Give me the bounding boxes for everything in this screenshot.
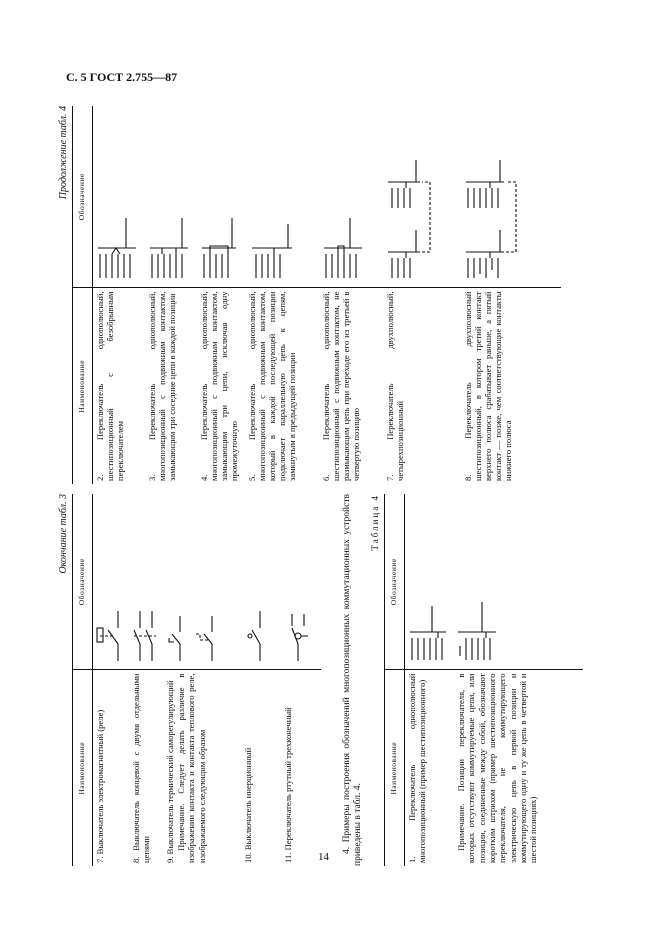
two-pole-switch-icon <box>386 115 436 285</box>
table3-header-symbol: Обозначение <box>73 494 93 670</box>
table-row <box>319 106 383 484</box>
table3-row2-name: 8. Выключатель концевой с двумя отдельными цепями <box>131 673 151 863</box>
table3-row3-title: 9. Выключатель термический саморегулирующий <box>165 680 175 863</box>
table4-cont-row2-symbol <box>145 106 197 288</box>
table-row <box>405 494 454 866</box>
table3-section <box>60 494 335 866</box>
parallel-circuit-switch-icon <box>248 195 298 285</box>
table4-row1-name: 1. Переключатель однополюсный многопозиционный (пример шестипозиционного) <box>407 673 427 863</box>
table-row <box>129 494 163 866</box>
table4-row2-name: Примечание. Позиции переключателя, в которых отсутствуют коммутируемые цепи, или позиции, соединенные между собой, обозначают коротким штрихом (пример шестипозиционного переключателя, не коммутирующего электрическую цепь в первой позиции и коммутирующего одну и ту же цепь в четвертой и шестой позициях) <box>456 673 539 863</box>
table4-continued <box>72 106 561 484</box>
table4-cont-row7-name: 8. Переключатель двухполюсный шестипозиционный, в котором третий контакт верхнего полюса срабатывает раньше, а пятый контакт — позже, чем соответствующие контакты нижнего полюса <box>463 291 513 481</box>
table4-continued-header-symbol: Обозначение <box>73 106 93 288</box>
table-row <box>245 106 319 484</box>
table4-cont-row6-symbol <box>383 106 461 288</box>
table4-continued-section <box>60 106 610 484</box>
table4-cont-row3-symbol <box>197 106 245 288</box>
table-row <box>197 106 245 484</box>
table3-row4-symbol <box>241 494 281 670</box>
section4-text: 4. Примеры построения обозначений многопозиционных коммутационных устройств приведены в табл. 4. <box>342 494 364 866</box>
three-circuit-switch-icon <box>148 195 192 285</box>
table4-row1-symbol <box>405 494 454 670</box>
table4-cont-row4-symbol <box>245 106 319 288</box>
table3-header-row <box>73 494 93 866</box>
table4 <box>384 494 583 866</box>
table4-cont-row4-name: 5. Переключатель однополюсный, многопозиционный с подвижным контактом, который в каждой последующей позиции подключает параллельную цепь к цепям, замкнутым в предыдущей позиции <box>247 291 297 481</box>
table4-continued-header-name: Наименование <box>73 288 93 484</box>
thermal-switch-icon <box>166 597 226 667</box>
table-row <box>241 494 281 866</box>
inertial-switch-icon <box>244 607 268 667</box>
six-position-switch-icon <box>408 587 448 667</box>
table3-caption: Окончание табл. 3 <box>58 494 69 574</box>
table3-row2-symbol <box>129 494 163 670</box>
limit-switch-icon <box>132 607 158 667</box>
table4-cont-row1-name: 2. Переключатель однополюсный, шестипозиционный с безобрывным переключателем <box>95 291 125 481</box>
table4-cont-row6-name: 7. Переключатель двухполюсный, четырехпозиционный <box>385 291 405 481</box>
table4-cont-row5-name: 6. Переключатель однополюсный, шестипозиционный с подвижным контактом, не размыкающим цепь при переходе его из третьей в четвертую позицию <box>321 291 361 481</box>
table4-header-name: Наименование <box>385 670 405 866</box>
table-row <box>93 106 146 484</box>
table4-header-symbol: Обозначение <box>385 494 405 670</box>
table-row <box>453 494 583 866</box>
table3-row5-symbol <box>281 494 321 670</box>
six-position-switch-variant-icon <box>456 587 504 667</box>
table4-row2-symbol <box>453 494 583 670</box>
table3-row4-name: 10. Выключатель инерционный <box>243 747 253 863</box>
mercury-switch-icon <box>284 597 310 667</box>
table-row <box>281 494 321 866</box>
table-row <box>383 106 461 484</box>
table4-caption: Таблица 4 <box>370 494 380 551</box>
two-pole-six-position-switch-icon <box>464 115 524 285</box>
table-row <box>163 494 241 866</box>
table3 <box>72 494 321 866</box>
table4-cont-row5-symbol <box>319 106 383 288</box>
table4-cont-row7-symbol <box>461 106 561 288</box>
page-number: 14 <box>318 851 329 863</box>
table4-cont-row3-name: 4. Переключатель однополюсный, многопозиционный с подвижным контактом, замыкающим три цепи, исключая одну промежуточную <box>199 291 239 481</box>
non-breaking-switch-icon <box>322 195 366 285</box>
table3-row1-symbol <box>93 494 130 670</box>
table3-header-name: Наименование <box>73 670 93 866</box>
relay-contact-icon <box>96 607 124 667</box>
table3-row3-name <box>163 670 241 866</box>
skip-circuit-switch-icon <box>200 195 240 285</box>
table4-continued-header-row <box>73 106 93 484</box>
table-row <box>145 106 197 484</box>
table4-continued-caption: Продолжение табл. 4 <box>58 106 69 200</box>
table3-row3-symbol <box>163 494 241 670</box>
table-row <box>461 106 561 484</box>
table4-header-row <box>385 494 405 866</box>
table4-cont-row1-symbol <box>93 106 146 288</box>
table3-row1-name: 7. Выключатель электромагнитный (реле) <box>95 709 105 863</box>
table4-section <box>370 494 610 866</box>
page-header: С. 5 ГОСТ 2.755—87 <box>66 70 178 84</box>
table3-row5-name: 11. Переключатель ртутный трехконечный <box>283 707 293 863</box>
table4-cont-row2-name: 3. Переключатель однополюсный, многопозиционный с подвижным контактом, замыкающим три соседние цепи в каждой позиции <box>147 291 177 481</box>
table3-row3-note: Примечание. Следует делать различие в изображении контакта и контакта теплового реле, изображаемого следующим образом <box>175 673 207 863</box>
make-before-break-switch-icon <box>96 195 140 285</box>
rotated-content <box>58 106 612 866</box>
table-row <box>93 494 130 866</box>
